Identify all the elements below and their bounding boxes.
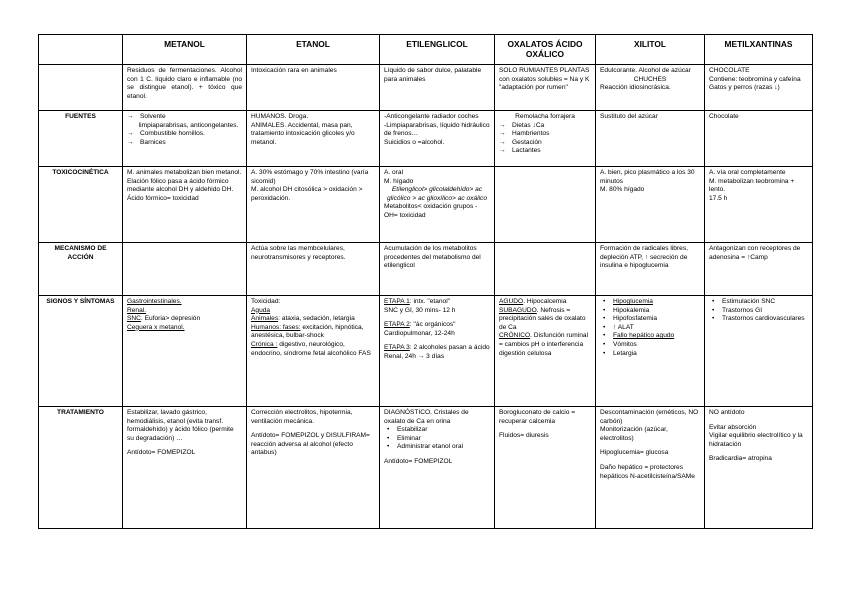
etil-tox-3: Etilenglicol> glicolaldehído> ac glicólico > ac glioxílico> ac oxálico — [386, 186, 488, 202]
list-item: • Letargia — [600, 350, 700, 359]
header-row — [39, 35, 813, 65]
signos-etanol — [247, 296, 380, 407]
ox-sig-2 — [499, 307, 591, 333]
fuentes-label: FUENTES — [39, 111, 123, 167]
intro-etanol: Intoxicación rara en animales — [247, 65, 380, 111]
metanol-sig-3 — [127, 315, 242, 324]
intro-metilxantinas — [705, 65, 813, 111]
etanol-tox-2: M. alcohol DH citosólica > oxidación > peroxidación. — [251, 186, 363, 202]
fuentes-row — [39, 111, 813, 167]
metanol-tox-2: Ácido fórmico= toxicidad — [127, 194, 199, 202]
fuentes-xilitol: Sustituto del azúcar — [596, 111, 705, 167]
metanol-tox-1: M. animales metabolizan bien metanol. Elación fólico pasa a ácido fórmico mediante alcohol DH y aldehido DH. — [127, 169, 242, 194]
list-item: -Limpiaparabrisas, líquido hidráulico de frenos… — [384, 121, 490, 138]
header-oxalatos: OXALATOS ÁCIDO OXÁLICO — [495, 35, 596, 65]
metanol-tr-2: Antídoto= FOMEPIZOL — [127, 449, 196, 457]
tratamiento-etilenglicol — [380, 407, 495, 529]
mecanismo-row — [39, 243, 813, 296]
etil-sig-2 — [384, 321, 490, 330]
mecanismo-metanol — [123, 243, 247, 296]
ox-sig-1 — [499, 298, 591, 307]
list-item: → Barnices — [127, 139, 242, 148]
list-item: • Trastornos GI — [709, 307, 808, 316]
list-item: → Dietas ↓Ca — [499, 122, 591, 131]
fuentes-metanol — [123, 111, 247, 167]
fuentes-metilxantinas: Chocolate — [705, 111, 813, 167]
signos-metilxantinas — [705, 296, 813, 407]
metilx-intro-3: Gatos y perros (razas ↓) — [709, 84, 780, 92]
etanol-sig-3b: : ataxia, sedación, letargia — [278, 315, 355, 323]
toxicocinetica-label: TOXICOCINÉTICA — [39, 167, 123, 243]
list-item: • Vómitos — [600, 341, 700, 350]
toxicocinetica-row — [39, 167, 813, 243]
etanol-fuentes-1: HUMANOS. Droga. — [251, 113, 309, 120]
etil-sig-3b: : 2 alcoholes pasan a ácido — [409, 344, 490, 352]
list-item: → Solvente — [127, 113, 242, 122]
metilx-intro-1: CHOCOLATE — [709, 67, 750, 74]
etil-tr-1: DIAGNÓSTICO. Cristales de oxalato de Ca en orina — [384, 409, 469, 425]
metanol-sig-2: Renal. — [127, 306, 147, 314]
mecanismo-oxalatos — [495, 243, 596, 296]
etil-sig-2b: : "ác orgánicos" — [409, 321, 456, 329]
xilitol-intro-3: Reacción idiosincrásica. — [600, 84, 671, 92]
toxicocinetica-etilenglicol — [380, 167, 495, 243]
etanol-sig-4 — [251, 324, 375, 341]
xil-tox-2: M. 80% hígado — [600, 186, 645, 194]
etanol-sig-5b: digestivo, neurológico, endocrino, síndrome fetal alcohólico FAS — [251, 340, 371, 357]
mecanismo-etanol: Actúa sobre las membcelulares, neurotransmisores y receptores. — [247, 243, 380, 296]
ox-tr-2: Fluidos= diuresis — [499, 432, 549, 440]
tratamiento-xilitol — [596, 407, 705, 529]
met-tr-2: Evitar absorción — [709, 423, 757, 431]
list-item: → Hambrientos — [499, 130, 591, 139]
etanol-fuentes-2: ANIMALES. Accidental, masa pan, tratamiento intoxicación glicoles y/o metanol. — [251, 121, 355, 146]
etanol-sig-3a: Animales — [251, 315, 279, 323]
intro-etilenglicol: Líquido de sabor dulce, palatable para animales — [380, 65, 495, 111]
etanol-tr-1: Corrección electrolitos, hipotermia, ventilación mecánica. — [251, 409, 353, 425]
etil-tox-4: Metabolitos< oxidación grupos -OH= toxicidad — [384, 203, 478, 219]
met-tox-3: 17.5 h — [709, 194, 728, 202]
etil-tr-2: Antídoto= FOMEPIZOL — [384, 457, 453, 465]
etil-sig-1a: ETAPA 1 — [384, 298, 410, 305]
toxicocinetica-etanol — [247, 167, 380, 243]
met-tox-1: A. vía oral completamente — [709, 169, 786, 176]
xil-tr-2: Monitorización (azúcar, electrolitos) — [600, 426, 668, 442]
fuentes-etanol — [247, 111, 380, 167]
etil-sig-1 — [384, 298, 490, 307]
fuentes-etilenglicol — [380, 111, 495, 167]
met-tr-3: Vigilar equilibrio electrolítico y la hidratación — [709, 432, 803, 448]
etil-tox-2: M. hígado — [384, 177, 414, 185]
metanol-tr-1: Estabilizar, lavado gástrico, hemodiálisis, etanol (evita transf. formaldehído) y ácido fólico (permite su degradación) … — [127, 409, 234, 442]
list-item-continuation: limpiaparabrisas, anticongelantes. — [138, 121, 239, 129]
etil-sig-1b: : intx. "etanol" — [409, 298, 451, 305]
signos-label: SIGNOS Y SÍNTOMAS — [39, 296, 123, 407]
met-tr-4: Bradicardia= atropina — [709, 455, 772, 463]
signos-etilenglicol — [380, 296, 495, 407]
ox-sig-1a: AGUDO — [499, 298, 524, 305]
ox-sig-3b: . Disfunción ruminal = cambios pH o interferencia digestión celulosa — [499, 332, 589, 357]
met-tox-2: M. metabolizan teobromina + lento. — [709, 177, 795, 194]
etil-sig-3c: Renal, 24h → 3 días — [384, 352, 445, 360]
etanol-sig-2: Aguda — [251, 306, 271, 314]
metilx-intro-2: Contiene: teobromina y cafeína — [709, 75, 801, 83]
header-empty — [39, 35, 123, 65]
list-item: • Hipofosfatemia — [600, 315, 700, 324]
intro-xilitol — [596, 65, 705, 111]
list-item: • Hipoglucemia — [600, 298, 700, 307]
list-item: → Combustible hornillos. — [127, 130, 242, 139]
etanol-tox-1: A. 30% estómago y 70% intestino (varía sicomid) — [251, 169, 369, 185]
ox-sig-3 — [499, 332, 591, 358]
metanol-sig-3b: . Euforia> depresión — [140, 315, 201, 323]
list-item: → Gestación — [499, 139, 591, 148]
etil-sig-3 — [384, 344, 490, 353]
tratamiento-etanol — [247, 407, 380, 529]
ox-tr-1: Borogluconato de calcio = recuperar calcemia — [499, 409, 576, 425]
intro-metanol: Residuos de fermentaciones. Alcohol con 1 C. líquido claro e inflamable (no se distingue etanol). + tóxico que etanol. — [123, 65, 247, 111]
intro-label — [39, 65, 123, 111]
header-etilenglicol: ETILENGLICOL — [380, 35, 495, 65]
xil-tr-3: Hipoglucemia= glucosa — [600, 449, 669, 457]
toxicocinetica-metilxantinas — [705, 167, 813, 243]
xilitol-intro-2: CHUCHES — [633, 75, 667, 83]
etanol-sig-4b: excitación, hipnótica, anestésica, bulbar-shock — [251, 323, 364, 340]
ox-sig-2a: SUBAGUDO — [499, 306, 537, 314]
toxicocinetica-oxalatos — [495, 167, 596, 243]
etanol-tr-2: Antídoto= FOMEPIZOL y DISULFIRAM= reacción adversa al alcohol (efecto antabus) — [251, 432, 370, 457]
list-item: • Trastornos cardiovasculares — [709, 315, 808, 324]
etil-sig-3a: ETAPA 3 — [384, 344, 410, 352]
header-xilitol: XILITOL — [596, 35, 705, 65]
ox-sig-2b: . Nefrosis = precipitación sales de oxalato de Ca — [499, 306, 586, 331]
header-etanol: ETANOL — [247, 35, 380, 65]
xil-tr-1: Descontaminación (eméticos, NO carbón) — [600, 409, 699, 425]
list-item: • Hipokalemia — [600, 307, 700, 316]
fuentes-oxalatos — [495, 111, 596, 167]
etanol-sig-3 — [251, 315, 375, 324]
etil-sig-2c: Cardiopulmonar, 12-24h — [384, 329, 455, 337]
mecanismo-xilitol: Formación de radicales libres, depleción ATP, ↑ secreción de insulina e hipoglucemia — [596, 243, 705, 296]
signos-row — [39, 296, 813, 407]
header-metilxantinas: METILXANTINAS — [705, 35, 813, 65]
list-item: Suicidios o =alcohol. — [384, 138, 445, 146]
etil-tox-1: A. oral — [384, 169, 404, 176]
toxicocinetica-xilitol — [596, 167, 705, 243]
list-item: • Estimulación SNC — [709, 298, 808, 307]
tratamiento-row — [39, 407, 813, 529]
list-item: -Anticongelante radiador coches — [384, 113, 479, 120]
list-item: → Lactantes — [499, 147, 591, 156]
signos-oxalatos — [495, 296, 596, 407]
signos-xilitol — [596, 296, 705, 407]
metanol-sig-4: Ceguera x metanol. — [127, 323, 185, 331]
list-item: • Estabilizar — [384, 426, 490, 435]
ox-sig-1b: . Hipocalcemia — [523, 298, 567, 305]
tratamiento-metanol — [123, 407, 247, 529]
intro-row — [39, 65, 813, 111]
list-item: • ↑ ALAT — [600, 324, 700, 333]
toxicocinetica-metanol — [123, 167, 247, 243]
etanol-sig-4a: Humanos: fases: — [251, 323, 301, 331]
met-tr-1: NO antídoto — [709, 409, 745, 416]
etil-sig-2a: ETAPA 2 — [384, 321, 410, 329]
etil-sig-1c: SNC y GI, 30 mins- 12 h — [384, 306, 456, 314]
etanol-sig-1: Toxicidad: — [251, 298, 281, 305]
ox-sig-3a: CRÓNICO — [499, 332, 531, 340]
list-item: • Administrar etanol oral — [384, 443, 490, 452]
mecanismo-label: MECANISMO DE ACCIÓN — [39, 243, 123, 296]
tratamiento-metilxantinas — [705, 407, 813, 529]
metanol-sig-1: Gastrointestinales. — [127, 298, 182, 305]
tratamiento-label: TRATAMIENTO — [39, 407, 123, 529]
list-item: • Fallo hepático agudo — [600, 332, 700, 341]
oxalatos-fuentes-title: Remolacha forrajera — [515, 113, 575, 120]
list-item: • Eliminar — [384, 435, 490, 444]
signos-metanol — [123, 296, 247, 407]
mecanismo-etilenglicol: Acumulación de los metabolitos procedentes del metabolismo del etilenglicol — [380, 243, 495, 296]
intro-oxalatos: SOLO RUMIANTES PLANTAS con oxalatos solubles = Na y K "adaptación por rumen" — [495, 65, 596, 111]
header-metanol: METANOL — [123, 35, 247, 65]
xilitol-intro-1: Edulcorante. Alcohol de azúcar — [600, 67, 691, 74]
tratamiento-oxalatos — [495, 407, 596, 529]
etanol-sig-5 — [251, 341, 375, 358]
mecanismo-metilxantinas: Antagonizan con receptores de adenosina = ↑Camp — [705, 243, 813, 296]
xil-tr-4: Daño hepático = protectores hepáticos N-acetilcisteína/SAMe — [600, 463, 695, 480]
toxicology-table — [38, 34, 813, 529]
xil-tox-1: A. bien, pico plasmático a los 30 minutos — [600, 169, 695, 185]
metanol-sig-3a: SNC — [127, 315, 141, 323]
etanol-sig-5a: Crónica : — [251, 340, 278, 348]
